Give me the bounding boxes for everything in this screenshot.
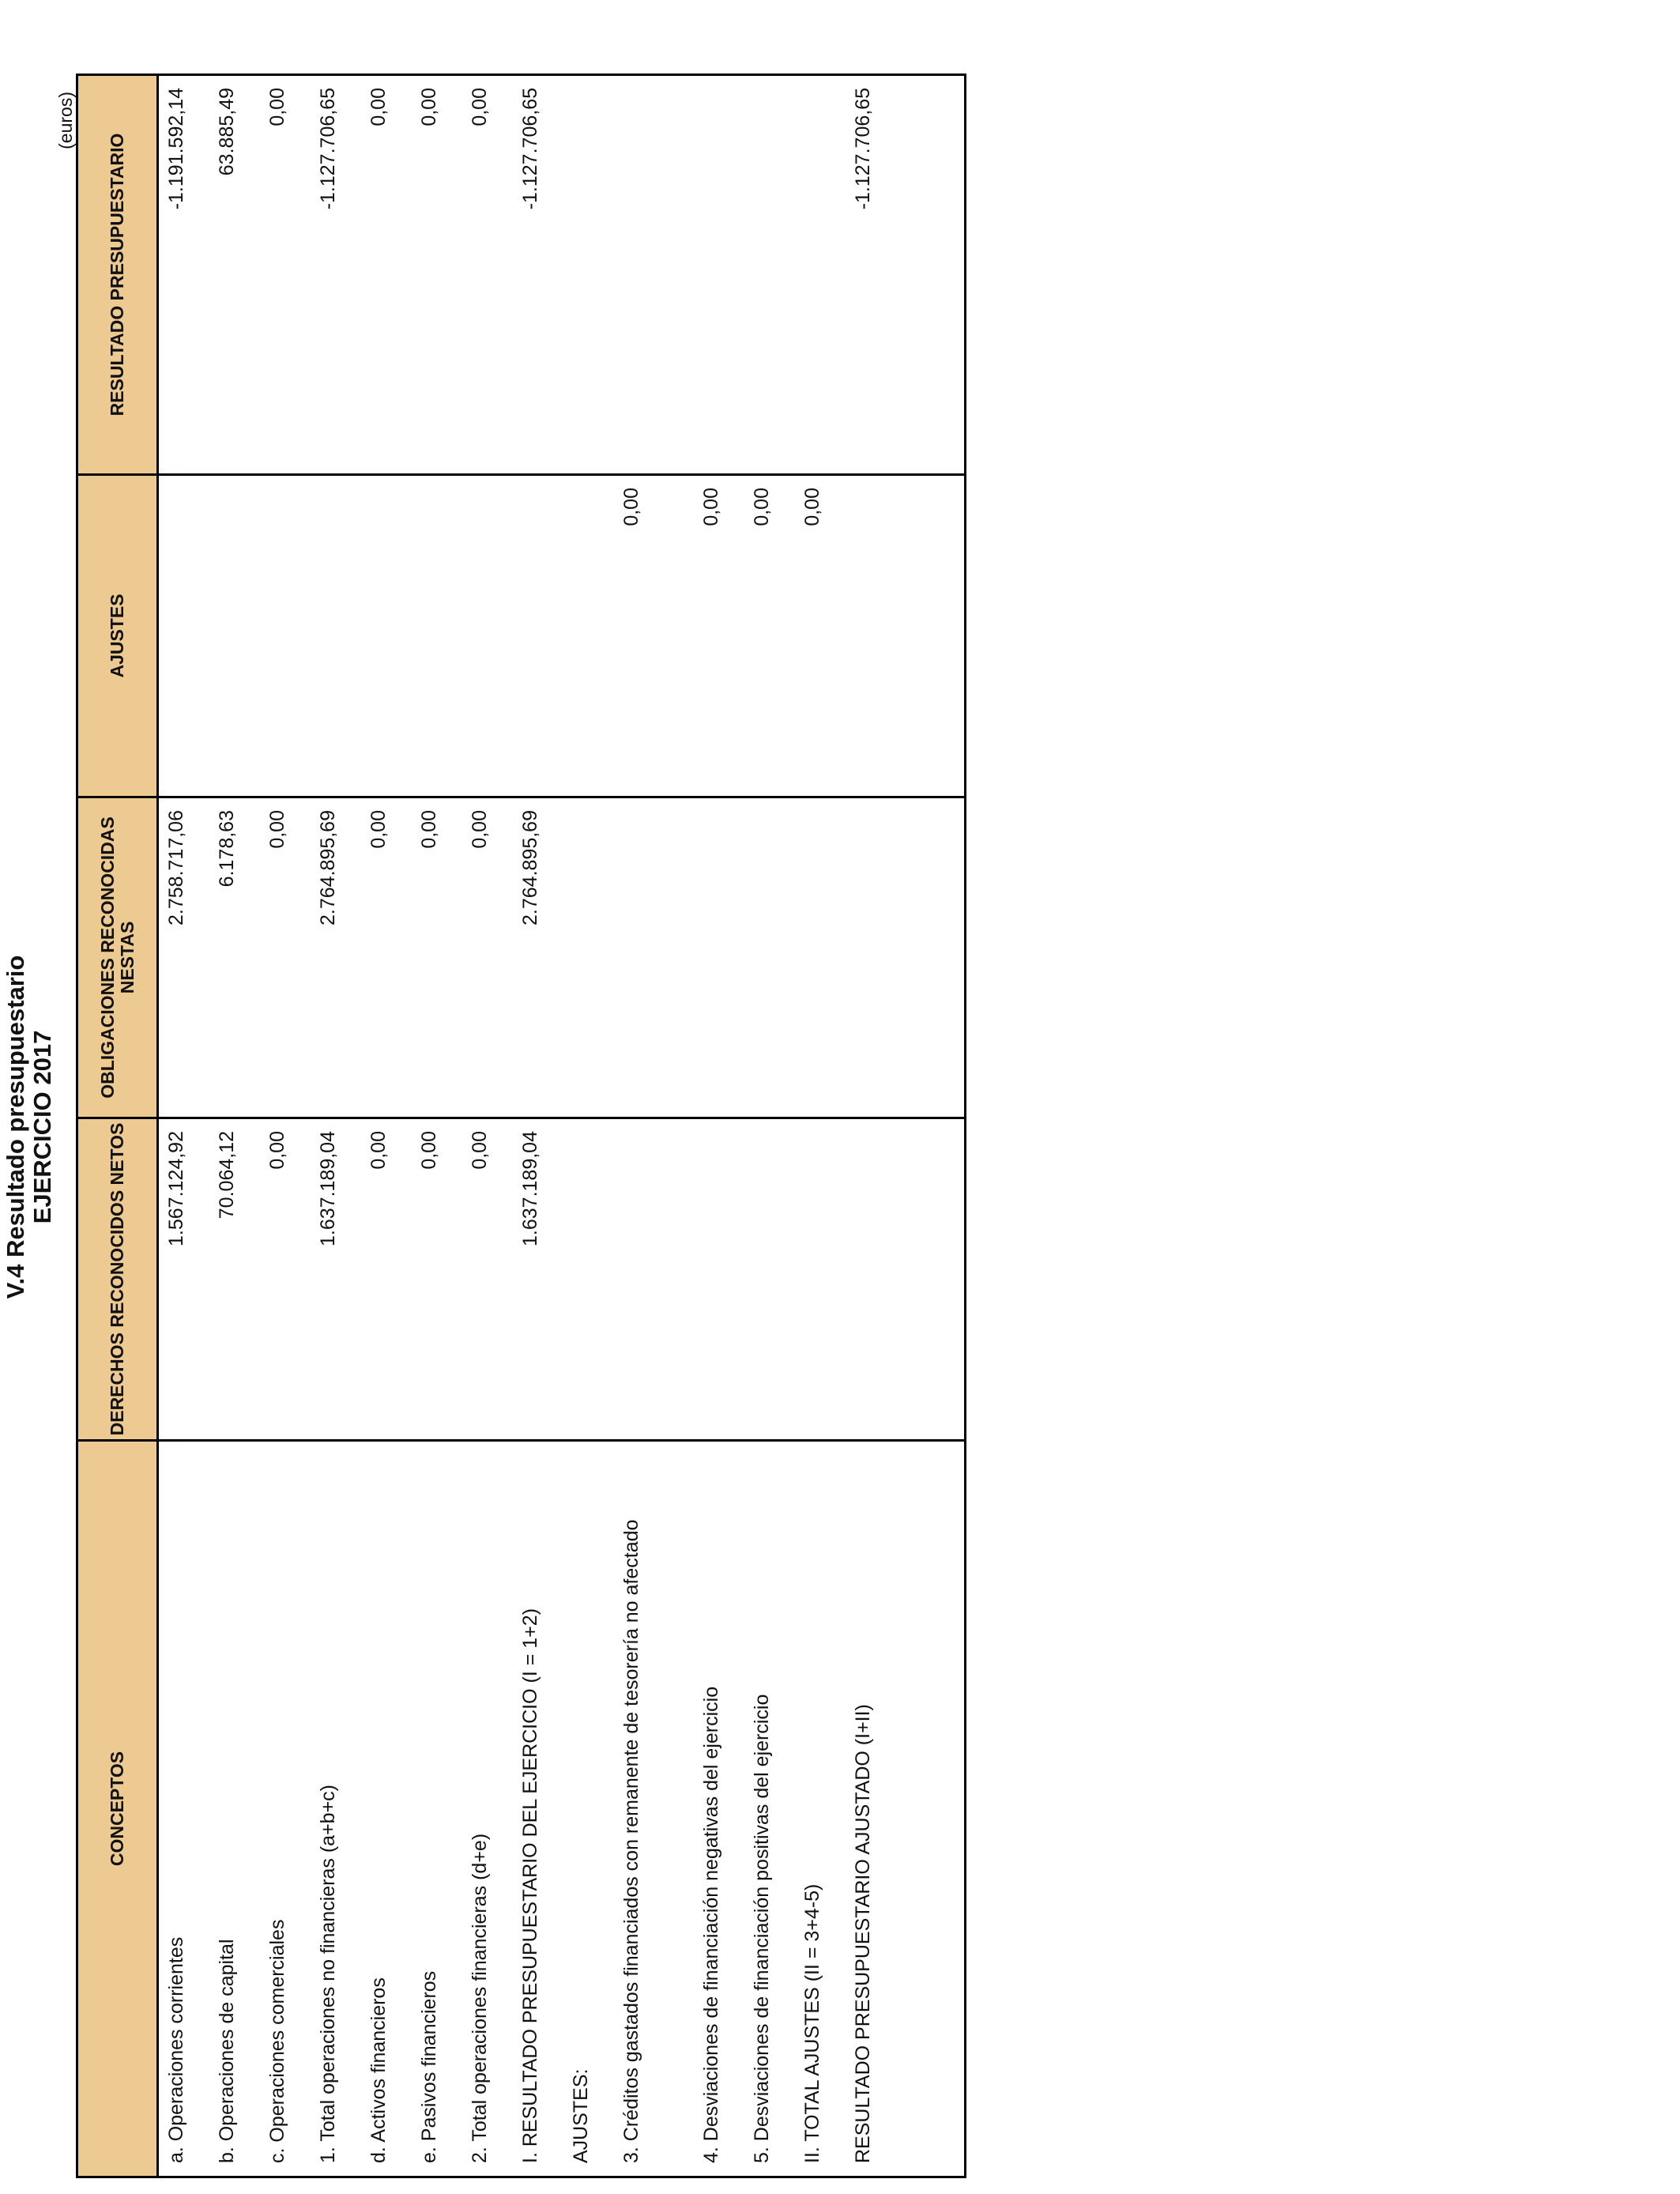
header-row: [77, 75, 158, 2177]
obligations-cell: [694, 797, 744, 1118]
result-cell: [694, 75, 744, 475]
page-subtitle: EJERCICIO 2017: [28, 1030, 56, 1224]
rights-cell: 0,00: [462, 1118, 513, 1441]
result-cell: -1.127.706,65: [846, 75, 966, 475]
rights-cell: 0,00: [260, 1118, 311, 1441]
obligations-cell: [744, 797, 795, 1118]
obligations-cell: 0,00: [260, 797, 311, 1118]
obligations-cell: [846, 797, 966, 1118]
table-row: [614, 75, 694, 2177]
concept-cell: 2. Total operaciones financieras (d+e): [462, 1441, 513, 2177]
adjustments-cell: [361, 475, 412, 797]
concept-cell: AJUSTES:: [563, 1441, 614, 2177]
rights-cell: 1.637.189,04: [311, 1118, 361, 1441]
obligations-cell: 2.758.717,06: [158, 797, 210, 1118]
table-row: [412, 75, 462, 2177]
adjustments-cell: 0,00: [744, 475, 795, 797]
rotated-report: [2, 76, 914, 2178]
table-row: [209, 75, 260, 2177]
concept-cell: c. Operaciones comerciales: [260, 1441, 311, 2177]
adjustments-cell: [513, 475, 563, 797]
obligations-cell: 0,00: [462, 797, 513, 1118]
adjustments-cell: 0,00: [614, 475, 694, 797]
header-obligations: OBLIGACIONES RECONOCIDAS NESTAS: [77, 797, 158, 1118]
adjustments-cell: [846, 475, 966, 797]
adjustments-cell: [260, 475, 311, 797]
adjustments-cell: 0,00: [795, 475, 846, 797]
rights-cell: [694, 1118, 744, 1441]
adjustments-cell: [412, 475, 462, 797]
concept-cell: 5. Desviaciones de financiación positivas del ejercicio: [744, 1441, 795, 2177]
result-cell: [744, 75, 795, 475]
concept-cell: e. Pasivos financieros: [412, 1441, 462, 2177]
table-row: [846, 75, 966, 2177]
result-cell: 0,00: [462, 75, 513, 475]
adjustments-cell: [209, 475, 260, 797]
table-row: [513, 75, 563, 2177]
concept-cell: I. RESULTADO PRESUPUESTARIO DEL EJERCICIO (I = 1+2): [513, 1441, 563, 2177]
concept-cell: RESULTADO PRESUPUESTARIO AJUSTADO (I+II): [846, 1441, 966, 2177]
rights-cell: [846, 1118, 966, 1441]
adjustments-cell: [311, 475, 361, 797]
obligations-cell: [614, 797, 694, 1118]
rights-cell: [614, 1118, 694, 1441]
rights-cell: [795, 1118, 846, 1441]
concept-cell: 4. Desviaciones de financiación negativas del ejercicio: [694, 1441, 744, 2177]
adjustments-cell: [462, 475, 513, 797]
concept-cell: d. Activos financieros: [361, 1441, 412, 2177]
table-row: [694, 75, 744, 2177]
result-cell: 0,00: [361, 75, 412, 475]
result-cell: -1.127.706,65: [311, 75, 361, 475]
obligations-cell: [795, 797, 846, 1118]
obligations-cell: 0,00: [361, 797, 412, 1118]
table-row: [744, 75, 795, 2177]
unit-label: (euros): [55, 92, 76, 149]
table-row: [361, 75, 412, 2177]
obligations-cell: 6.178,63: [209, 797, 260, 1118]
header-rights: DERECHOS RECONOCIDOS NETOS: [77, 1118, 158, 1441]
table-row: [462, 75, 513, 2177]
table-row: [260, 75, 311, 2177]
obligations-cell: 0,00: [412, 797, 462, 1118]
rights-cell: 0,00: [412, 1118, 462, 1441]
table-row: [563, 75, 614, 2177]
header-adjustments: AJUSTES: [77, 475, 158, 797]
budget-result-table: [76, 74, 966, 2178]
table-row: [311, 75, 361, 2177]
header-result: RESULTADO PRESUPUESTARIO: [77, 75, 158, 475]
page-title: V.4 Resultado presupuestario: [2, 955, 29, 1299]
concept-cell: 1. Total operaciones no financieras (a+b+c): [311, 1441, 361, 2177]
rights-cell: [744, 1118, 795, 1441]
concept-cell: b. Operaciones de capital: [209, 1441, 260, 2177]
adjustments-cell: 0,00: [694, 475, 744, 797]
obligations-cell: 2.764.895,69: [311, 797, 361, 1118]
concept-cell: 3. Créditos gastados financiados con remanente de tesorería no afectado: [614, 1441, 694, 2177]
rights-cell: 0,00: [361, 1118, 412, 1441]
obligations-cell: [563, 797, 614, 1118]
table-row: [158, 75, 210, 2177]
concept-cell: a. Operaciones corrientes: [158, 1441, 210, 2177]
result-cell: -1.191.592,14: [158, 75, 210, 475]
rights-cell: 1.567.124,92: [158, 1118, 210, 1441]
result-cell: 63.885,49: [209, 75, 260, 475]
obligations-cell: 2.764.895,69: [513, 797, 563, 1118]
concept-cell: II. TOTAL AJUSTES (II = 3+4-5): [795, 1441, 846, 2177]
rights-cell: [563, 1118, 614, 1441]
result-cell: 0,00: [260, 75, 311, 475]
result-cell: [795, 75, 846, 475]
adjustments-cell: [158, 475, 210, 797]
table-row: [795, 75, 846, 2177]
rights-cell: 1.637.189,04: [513, 1118, 563, 1441]
result-cell: [614, 75, 694, 475]
adjustments-cell: [563, 475, 614, 797]
rights-cell: 70.064,12: [209, 1118, 260, 1441]
header-concepts: CONCEPTOS: [77, 1441, 158, 2177]
result-cell: 0,00: [412, 75, 462, 475]
result-cell: -1.127.706,65: [513, 75, 563, 475]
result-cell: [563, 75, 614, 475]
